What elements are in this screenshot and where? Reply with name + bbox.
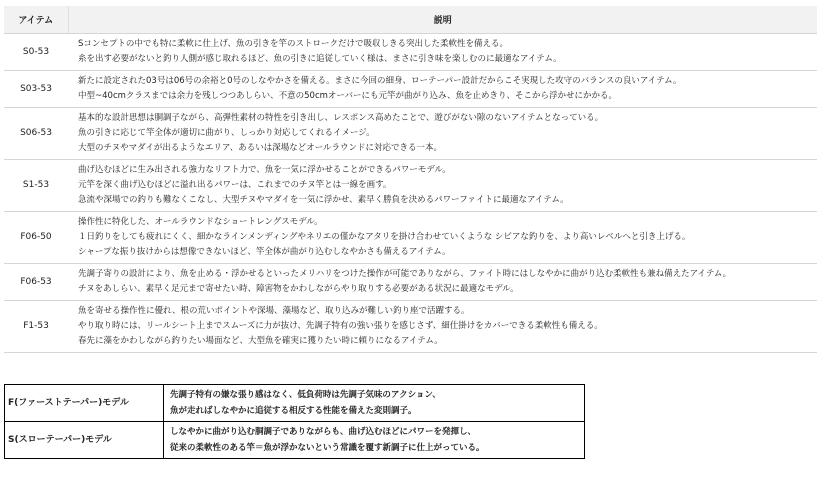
desc-line: 基本的な設計思想は胴調子ながら、高弾性素材の特性を引き出し、レスポンス高めたことで、遊びがない隙のないアイテムとなっている。 [78, 113, 604, 123]
taper-table [4, 384, 585, 459]
model-description [68, 71, 817, 108]
model-name: F06-53 [4, 264, 68, 301]
model-name: F1-53 [4, 301, 68, 353]
desc-line: 春先に藻をかわしながら釣りたい場面など、大型魚を確実に獲りたい時に頼りになるアイテム。 [78, 336, 443, 346]
taper-name: F(ファーストテーパー)モデル [5, 385, 164, 422]
desc-line: 操作性に特化した、オールラウンドなショートレングスモデル。 [78, 217, 323, 227]
table-row [4, 160, 817, 212]
table-row [4, 108, 817, 160]
taper-line: 先調子特有の嫌な張り感はなく、低負荷時は先調子気味のアクション、 [170, 390, 441, 400]
taper-line: 魚が走ればしなやかに追従する相反する性能を備えた変則調子。 [170, 406, 417, 416]
model-description [68, 301, 817, 353]
model-name: S03-53 [4, 71, 68, 108]
model-description [68, 212, 817, 264]
desc-line: チヌをあしらい、素早く足元まで寄せたい時、障害物をかわしながらやり取りする必要がある状況に最適なモデル。 [78, 284, 519, 294]
table-row [4, 212, 817, 264]
table-row [4, 264, 817, 301]
taper-description [164, 422, 585, 459]
spec-table [4, 6, 817, 353]
model-name: F06-50 [4, 212, 68, 264]
desc-line: 魚の引きに応じて竿全体が適切に曲がり、しっかり対応してくれるイメージ。 [78, 128, 375, 138]
table-row [4, 71, 817, 108]
table-row [4, 301, 817, 353]
taper-row [5, 422, 585, 459]
desc-line: シャープな振り抜けからは想像できないほど、竿全体が曲がり込むしなやかさも備えるアイテム。 [78, 247, 451, 257]
model-name: S06-53 [4, 108, 68, 160]
desc-line: １日釣りをしても疲れにくく、細かなラインメンディングやネリエの僅かなアタリを掛け合わせていくような シビアな釣りを、より高いレベルへと引き上げる。 [78, 232, 691, 242]
desc-line: 中型~40cmクラスまでは余力を残しつつあしらい、不意の50cmオーバーにも元竿が曲がり込み、魚を止めきり、そこから浮かせにかかる。 [78, 91, 617, 101]
desc-line: 新たに設定された03号は06号の余裕と0号のしなやかさを備える。まさに今回の細身、ローテーパー設計だからこそ実現した攻守のバランスの良いアイテム。 [78, 76, 682, 86]
desc-line: 急流や深場での釣りも難なくこなし、大型チヌやマダイを一気に浮かせ、素早く勝負を決めるパワーファイトに最適なアイテム。 [78, 195, 569, 205]
desc-line: 曲げ込むほどに生み出される強力なリフト力で、魚を一気に浮かせることができるパワーモデル。 [78, 165, 451, 175]
model-description [68, 264, 817, 301]
model-description [68, 108, 817, 160]
desc-line: 魚を寄せる操作性に優れ、根の荒いポイントや深場、藻場など、取り込みが難しい釣り座で活躍する。 [78, 306, 470, 316]
model-name: S0-53 [4, 34, 68, 71]
header-item: アイテム [4, 6, 68, 34]
desc-line: 先調子寄りの設計により、魚を止める・浮かせるといったメリハリをつけた操作が可能でありながら、ファイト時にはしなやかに曲がり込む柔軟性も兼ね備えたアイテム。 [78, 269, 732, 279]
taper-row [5, 385, 585, 422]
model-description [68, 34, 817, 71]
desc-line: Sコンセプトの中でも特に柔軟に仕上げ、魚の引きを竿のストロークだけで吸収しきる突出した柔軟性を備える。 [78, 39, 509, 49]
spec-header-row [4, 6, 817, 34]
table-row [4, 34, 817, 71]
desc-line: 大型のチヌやマダイが出るようなエリア、あるいは深場などオールラウンドに対応できる一本。 [78, 143, 443, 153]
taper-line: しなやかに曲がり込む胴調子でありながらも、曲げ込むほどにパワーを発揮し、 [170, 427, 477, 437]
taper-description [164, 385, 585, 422]
desc-line: やり取り時には、リールシート上までスムーズに力が抜け、先調子特有の強い張りを感じさず、細仕掛けをカバーできる柔軟性も備える。 [78, 321, 603, 331]
model-description [68, 160, 817, 212]
desc-line: 糸を出す必要がないと釣り人側が感じ取れるほど、魚の引きに追従していく様は、まさに引き味を楽しむのに最適なアイテム。 [78, 54, 562, 64]
desc-line: 元竿を深く曲げ込むほどに溢れ出るパワーは、これまでのチヌ竿とは一線を画す。 [78, 180, 392, 190]
taper-name: S(スローテーパー)モデル [5, 422, 164, 459]
model-name: S1-53 [4, 160, 68, 212]
header-desc: 説明 [68, 6, 817, 34]
taper-line: 従来の柔軟性のある竿＝魚が浮かないという常識を覆す新調子に仕上がっている。 [170, 443, 485, 453]
